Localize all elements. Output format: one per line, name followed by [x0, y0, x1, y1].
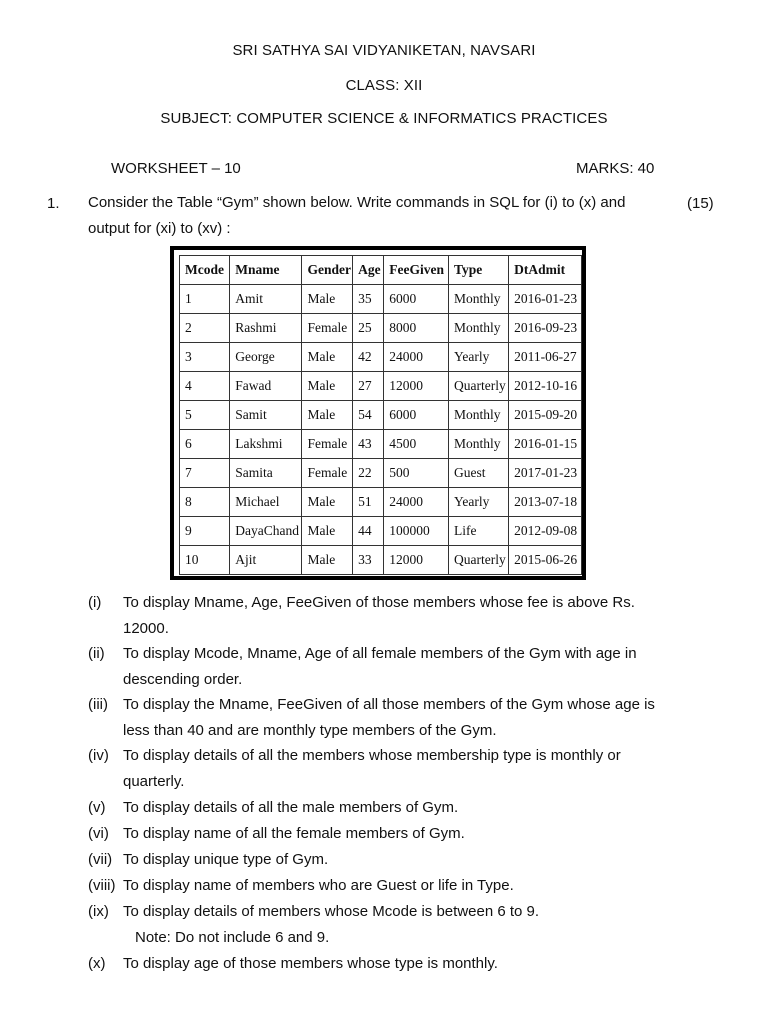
- table-cell: Rashmi: [230, 314, 302, 343]
- item-text: To display details of all the members whose membership type is monthly or quarterly.: [123, 747, 621, 790]
- subject-heading: SUBJECT: COMPUTER SCIENCE & INFORMATICS PRACTICES: [160, 110, 608, 127]
- column-header: Gender: [302, 256, 353, 285]
- item-number: (ix): [88, 903, 109, 920]
- table-cell: 42: [353, 343, 384, 372]
- table-cell: 2016-09-23: [509, 314, 582, 343]
- table-cell: 51: [353, 488, 384, 517]
- table-cell: Male: [302, 401, 353, 430]
- table-cell: 5: [180, 401, 230, 430]
- class-heading: CLASS: XII: [345, 77, 423, 94]
- column-header: FeeGiven: [384, 256, 449, 285]
- table-cell: 27: [353, 372, 384, 401]
- table-row: [180, 314, 582, 343]
- item-text: To display the Mname, FeeGiven of all those members of the Gym whose age is less than 40 and are monthly type members of the Gym.: [123, 696, 655, 739]
- item-number: (x): [88, 955, 106, 972]
- table-cell: 6000: [384, 285, 449, 314]
- table-cell: Quarterly: [448, 372, 508, 401]
- table-cell: George: [230, 343, 302, 372]
- table-cell: Male: [302, 488, 353, 517]
- table-cell: Male: [302, 517, 353, 546]
- table-cell: Michael: [230, 488, 302, 517]
- table-row: [180, 285, 582, 314]
- gym-table-frame: [170, 246, 586, 580]
- item-text: Note: Do not include 6 and 9.: [135, 929, 330, 946]
- table-cell: 44: [353, 517, 384, 546]
- item-text: To display details of members whose Mcode is between 6 to 9.: [123, 903, 540, 920]
- table-cell: Monthly: [448, 314, 508, 343]
- table-row: [180, 372, 582, 401]
- table-cell: 1: [180, 285, 230, 314]
- table-cell: 6: [180, 430, 230, 459]
- item-text: To display Mname, Age, FeeGiven of those members whose fee is above Rs. 12000.: [123, 594, 635, 637]
- question-number: 1.: [47, 195, 60, 212]
- table-cell: 4: [180, 372, 230, 401]
- table-cell: 22: [353, 459, 384, 488]
- table-cell: Female: [302, 430, 353, 459]
- table-cell: Lakshmi: [230, 430, 302, 459]
- column-header: Age: [353, 256, 384, 285]
- table-cell: 2016-01-23: [509, 285, 582, 314]
- item-text: To display age of those members whose type is monthly.: [123, 955, 498, 972]
- marks-label: MARKS: 40: [576, 160, 655, 177]
- table-cell: Samita: [230, 459, 302, 488]
- table-row: [180, 488, 582, 517]
- table-cell: 24000: [384, 343, 449, 372]
- column-header: Mname: [230, 256, 302, 285]
- table-cell: Monthly: [448, 285, 508, 314]
- table-cell: 2017-01-23: [509, 459, 582, 488]
- item-number: (vi): [88, 825, 109, 842]
- gym-table: [179, 255, 582, 575]
- table-cell: 35: [353, 285, 384, 314]
- question-text: Consider the Table “Gym” shown below. Write commands in SQL for (i) to (x) and output for (xi) to (xv) :: [88, 194, 626, 237]
- table-cell: Quarterly: [448, 546, 508, 575]
- table-header-row: [180, 256, 582, 285]
- table-cell: 2015-06-26: [509, 546, 582, 575]
- item-number: (iii): [88, 696, 108, 713]
- item-text: To display Mcode, Mname, Age of all female members of the Gym with age in descending order.: [123, 645, 637, 688]
- table-row: [180, 401, 582, 430]
- item-text: To display name of all the female members of Gym.: [123, 825, 465, 842]
- item-number: (vii): [88, 851, 113, 868]
- table-cell: Amit: [230, 285, 302, 314]
- table-row: [180, 430, 582, 459]
- table-cell: 3: [180, 343, 230, 372]
- table-row: [180, 546, 582, 575]
- question-marks: (15): [687, 195, 714, 212]
- table-cell: 2011-06-27: [509, 343, 582, 372]
- table-cell: 2016-01-15: [509, 430, 582, 459]
- table-cell: Monthly: [448, 401, 508, 430]
- table-cell: 24000: [384, 488, 449, 517]
- table-cell: 500: [384, 459, 449, 488]
- table-cell: 54: [353, 401, 384, 430]
- table-row: [180, 517, 582, 546]
- worksheet-label: WORKSHEET – 10: [111, 160, 241, 177]
- table-cell: 7: [180, 459, 230, 488]
- table-cell: Male: [302, 372, 353, 401]
- column-header: Type: [448, 256, 508, 285]
- table-cell: Female: [302, 459, 353, 488]
- table-cell: 43: [353, 430, 384, 459]
- column-header: Mcode: [180, 256, 230, 285]
- table-cell: 100000: [384, 517, 449, 546]
- table-cell: Male: [302, 546, 353, 575]
- table-cell: 2012-10-16: [509, 372, 582, 401]
- item-number: (v): [88, 799, 106, 816]
- table-cell: Life: [448, 517, 508, 546]
- table-row: [180, 343, 582, 372]
- table-cell: 2: [180, 314, 230, 343]
- table-cell: Male: [302, 285, 353, 314]
- table-row: [180, 459, 582, 488]
- table-cell: Monthly: [448, 430, 508, 459]
- table-cell: 4500: [384, 430, 449, 459]
- item-number: (iv): [88, 747, 109, 764]
- table-cell: Yearly: [448, 488, 508, 517]
- item-text: To display details of all the male members of Gym.: [123, 799, 459, 816]
- table-cell: 10: [180, 546, 230, 575]
- column-header: DtAdmit: [509, 256, 582, 285]
- table-cell: Samit: [230, 401, 302, 430]
- table-cell: 12000: [384, 372, 449, 401]
- table-cell: DayaChand: [230, 517, 302, 546]
- item-text: To display name of members who are Guest or life in Type.: [123, 877, 514, 894]
- table-cell: Female: [302, 314, 353, 343]
- table-cell: 2012-09-08: [509, 517, 582, 546]
- table-cell: 12000: [384, 546, 449, 575]
- item-number: (i): [88, 594, 102, 611]
- table-cell: 9: [180, 517, 230, 546]
- table-cell: 33: [353, 546, 384, 575]
- table-cell: Fawad: [230, 372, 302, 401]
- school-title: SRI SATHYA SAI VIDYANIKETAN, NAVSARI: [232, 42, 536, 59]
- table-cell: Guest: [448, 459, 508, 488]
- item-number: (ii): [88, 645, 105, 662]
- item-number: (viii): [88, 877, 116, 894]
- item-text: To display unique type of Gym.: [123, 851, 329, 868]
- table-cell: Male: [302, 343, 353, 372]
- table-cell: 6000: [384, 401, 449, 430]
- table-cell: Yearly: [448, 343, 508, 372]
- table-cell: 25: [353, 314, 384, 343]
- table-cell: 2013-07-18: [509, 488, 582, 517]
- table-cell: Ajit: [230, 546, 302, 575]
- table-cell: 2015-09-20: [509, 401, 582, 430]
- table-cell: 8000: [384, 314, 449, 343]
- table-cell: 8: [180, 488, 230, 517]
